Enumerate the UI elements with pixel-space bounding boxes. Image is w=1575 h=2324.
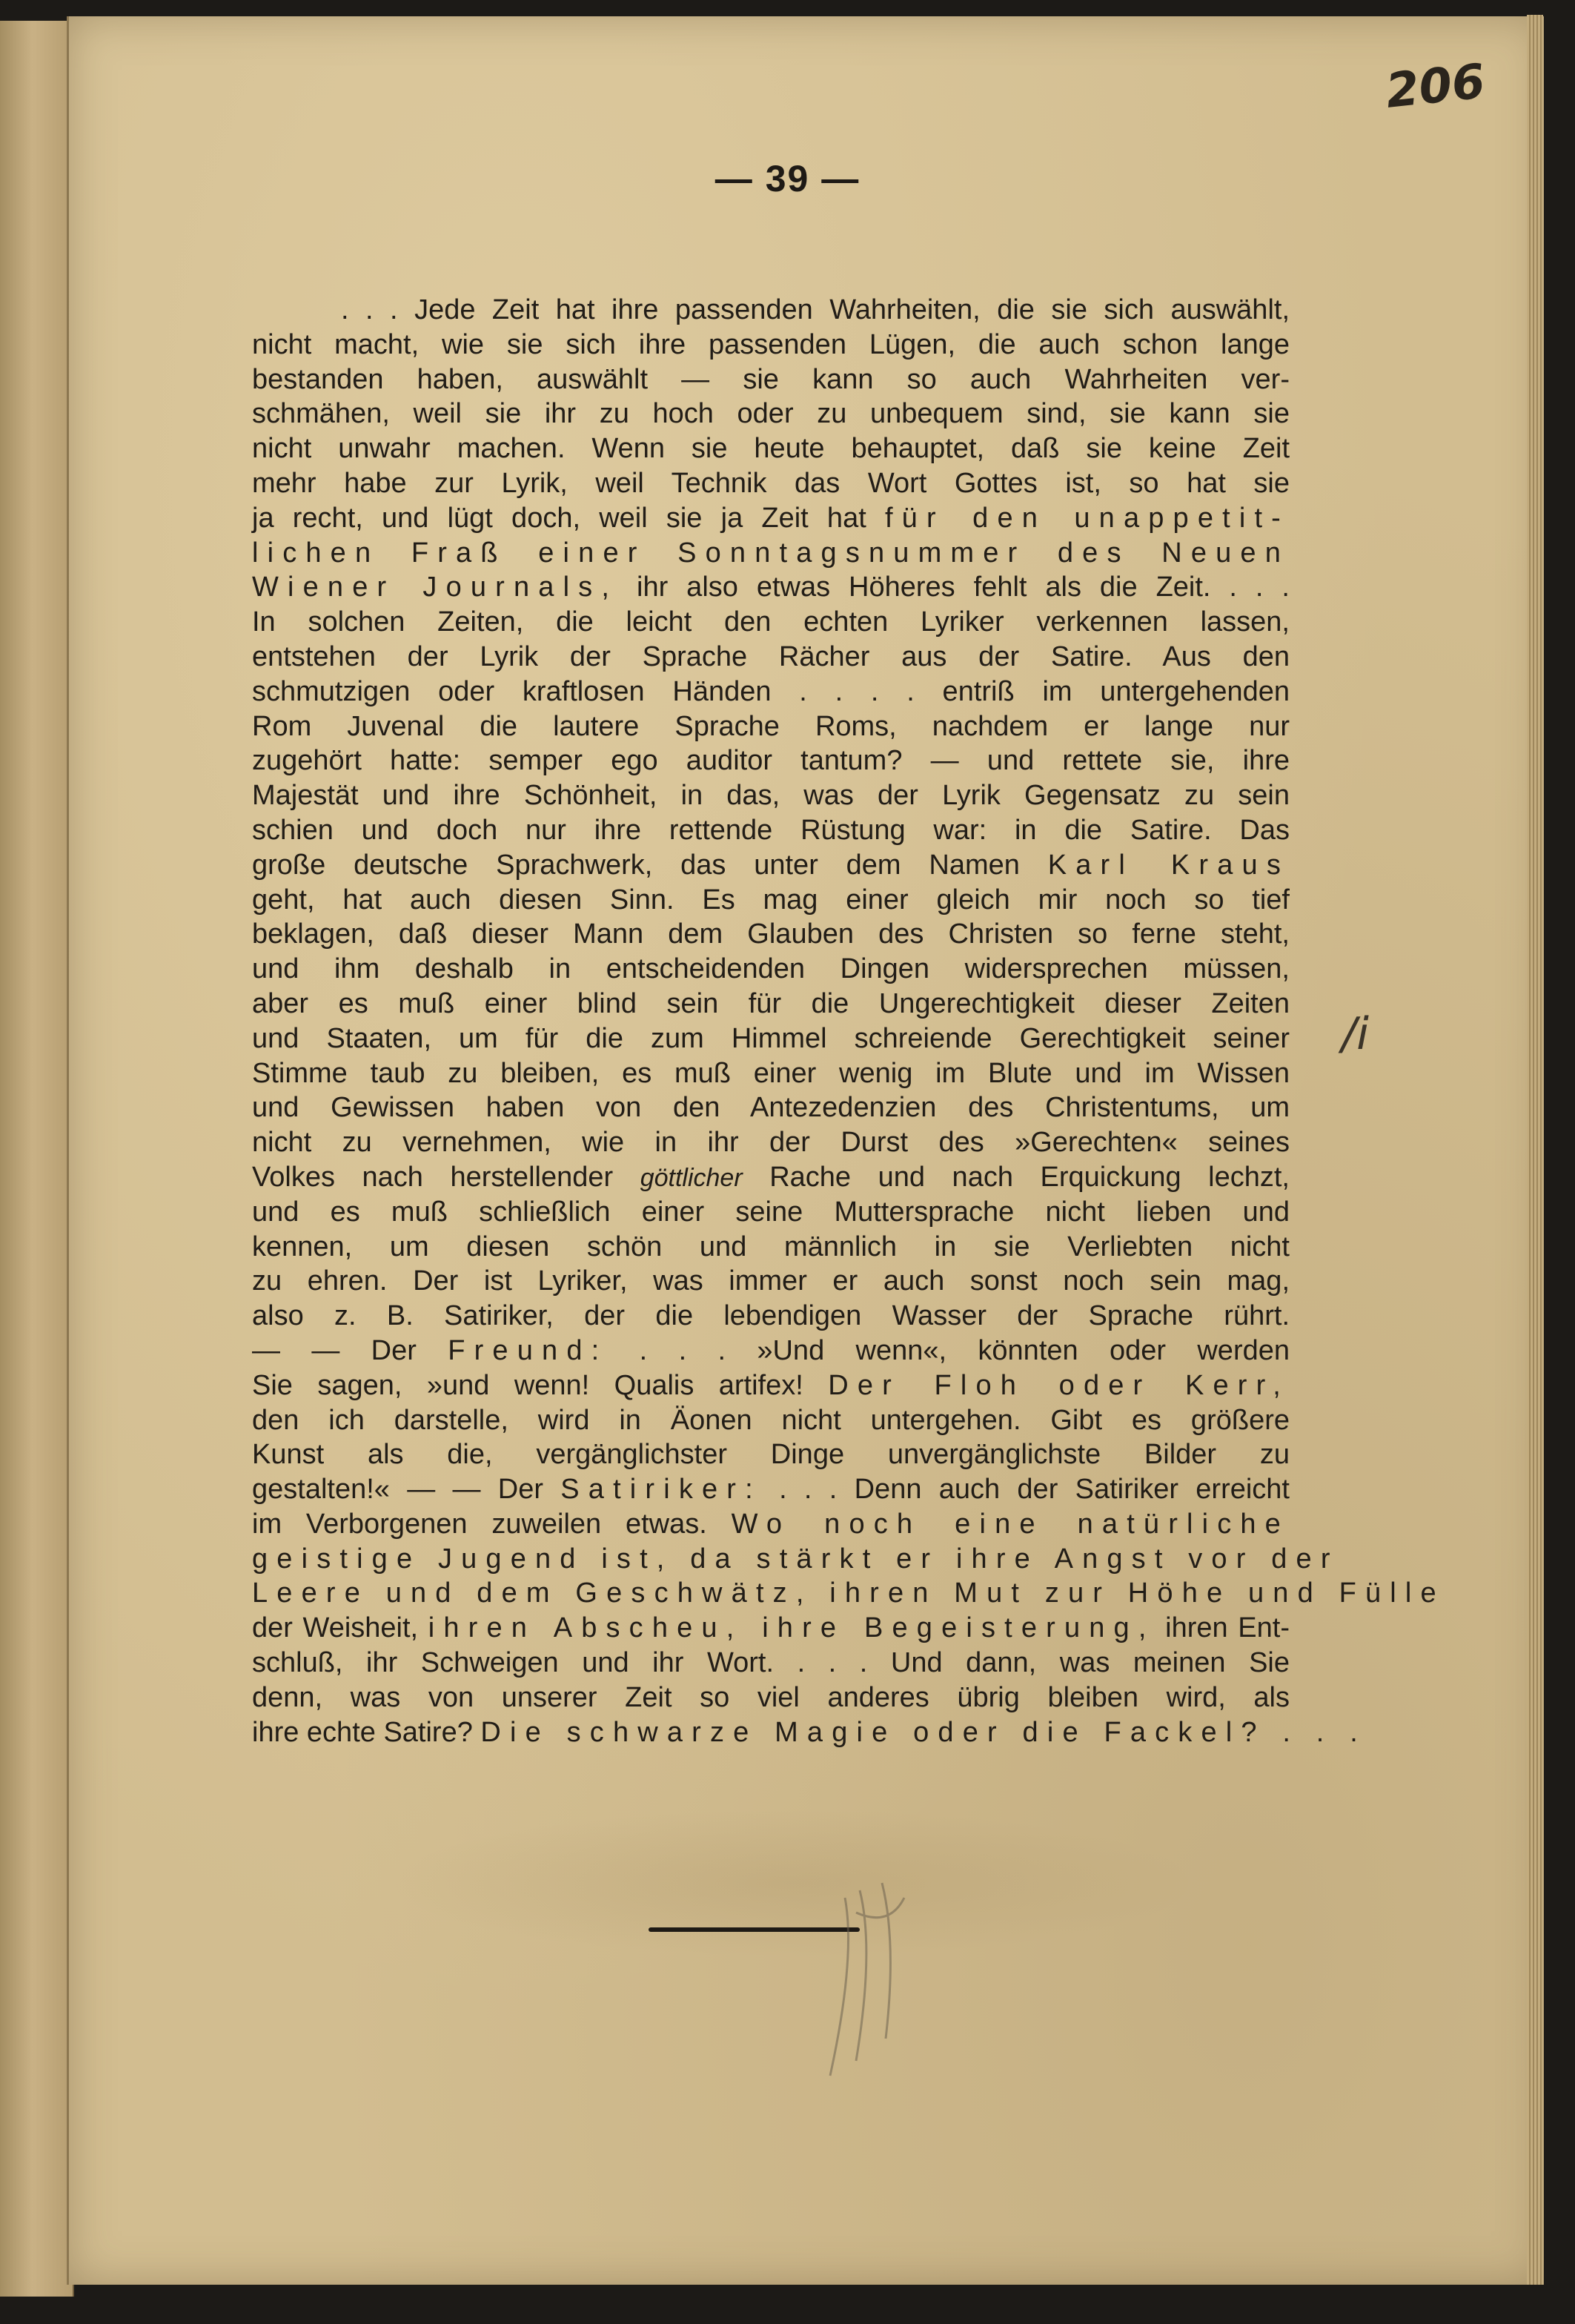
text-run: der Weisheit, bbox=[252, 1612, 428, 1644]
text-line: und ihm deshalb in entscheidenden Dingen widersprechen müssen, bbox=[252, 953, 1290, 985]
text-line bbox=[252, 1715, 1367, 1750]
text-run: — — Der bbox=[252, 1334, 448, 1366]
text-line: zu ehren. Der ist Lyriker, was immer er auch sonst noch sein mag, bbox=[252, 1265, 1290, 1297]
text-line: zugehört hatte: semper ego auditor tantum? — und rettete sie, ihre bbox=[252, 745, 1290, 777]
emphasis-spaced: Die schwarze Magie oder die Fackel? . . . bbox=[480, 1716, 1367, 1748]
emphasis-spaced: ihren Abscheu, ihre Begeisterung, bbox=[428, 1612, 1155, 1644]
text-line: mehr habe zur Lyrik, weil Technik das Wort Gottes ist, so hat sie bbox=[252, 467, 1290, 499]
text-line: Majestät und ihre Schönheit, in das, was der Lyrik Gegensatz zu sein bbox=[252, 780, 1290, 812]
text-line bbox=[252, 848, 1290, 883]
text-run: ihre echte Satire? bbox=[252, 1716, 481, 1748]
emphasis-spaced: für den unappetit- bbox=[884, 502, 1290, 534]
emphasis-spaced: Wo noch eine natürliche bbox=[731, 1508, 1290, 1540]
text-line: . . . Jede Zeit hat ihre passenden Wahrheiten, die sie sich auswählt, bbox=[341, 294, 1290, 325]
text-run: ihren Ent- bbox=[1155, 1612, 1290, 1644]
text-line: Rom Juvenal die lautere Sprache Roms, nachdem er lange nur bbox=[252, 710, 1290, 742]
text-line bbox=[252, 1507, 1290, 1542]
page-number: — 39 — bbox=[714, 158, 861, 199]
text-line-spaced: geistige Jugend ist, da stärkt er ihre Angst vor der bbox=[252, 1543, 1339, 1575]
text-line: aber es muß einer blind sein für die Ungerechtigkeit dieser Zeiten bbox=[252, 987, 1290, 1019]
text-run: große deutsche Sprachwerk, das unter dem Namen bbox=[252, 849, 1048, 881]
text-line: den ich darstelle, wird in Äonen nicht untergehen. Gibt es größere bbox=[252, 1404, 1290, 1436]
text-line: und es muß schließlich einer seine Muttersprache nicht lieben und bbox=[252, 1196, 1290, 1228]
text-run: im Verborgenen zuweilen etwas. bbox=[252, 1508, 732, 1540]
margin-pencil-note: /i bbox=[1342, 1008, 1369, 1060]
left-page-edge bbox=[0, 21, 74, 2297]
text-line: und Staaten, um für die zum Himmel schreiende Gerechtigkeit seiner bbox=[252, 1022, 1290, 1054]
text-line: nicht macht, wie sie sich ihre passenden Lügen, die auch schon lange bbox=[252, 328, 1290, 360]
paper-stain bbox=[385, 1809, 1201, 1957]
emphasis-spaced: Freund: bbox=[448, 1334, 609, 1366]
text-line: geht, hat auch diesen Sinn. Es mag einer gleich mir noch so tief bbox=[252, 884, 1290, 916]
emphasis-spaced: Wiener Journals, bbox=[252, 572, 619, 603]
text-run: Sie sagen, »und wenn! Qualis artifex! bbox=[252, 1369, 829, 1401]
text-line: schien und doch nur ihre rettende Rüstung war: in die Satire. Das bbox=[252, 814, 1290, 846]
emphasis-italic: göttlicher bbox=[640, 1163, 743, 1192]
text-line: Stimme taub zu bleiben, es muß einer wenig im Blute und im Wissen bbox=[252, 1057, 1290, 1089]
emphasis-spaced: Der Floh oder Kerr, bbox=[828, 1369, 1290, 1401]
emphasis-spaced: Satiriker: bbox=[560, 1474, 762, 1506]
pencil-scribble-icon bbox=[815, 1868, 934, 2090]
text-line bbox=[252, 501, 1290, 536]
emphasis-spaced: Karl Kraus bbox=[1047, 849, 1290, 881]
text-line-spaced: Leere und dem Geschwätz, ihren Mut zur Höhe und Fülle bbox=[252, 1578, 1445, 1609]
text-line: und Gewissen haben von den Antezedenzien des Christentums, um bbox=[252, 1092, 1290, 1124]
text-line: schluß, ihr Schweigen und ihr Wort. . . . Und dann, was meinen Sie bbox=[252, 1647, 1290, 1679]
text-line: kennen, um diesen schön und männlich in sie Verliebten nicht bbox=[252, 1231, 1290, 1262]
text-line bbox=[252, 1368, 1290, 1403]
text-line bbox=[252, 1611, 1290, 1646]
text-run: Volkes nach herstellender bbox=[252, 1161, 640, 1193]
body-text bbox=[252, 293, 1445, 1749]
text-run: . . . Denn auch der Satiriker erreicht bbox=[761, 1474, 1290, 1506]
text-line bbox=[252, 1334, 1290, 1368]
text-run: . . . »Und wenn«, könnten oder werden bbox=[608, 1334, 1290, 1366]
text-line: nicht unwahr machen. Wenn sie heute behauptet, daß sie keine Zeit bbox=[252, 433, 1290, 465]
text-line: denn, was von unserer Zeit so viel anderes übrig bleiben wird, als bbox=[252, 1681, 1290, 1713]
text-line: bestanden haben, auswählt — sie kann so auch Wahrheiten ver- bbox=[252, 363, 1290, 395]
text-run: gestalten!« — — Der bbox=[252, 1474, 561, 1506]
text-run: Rache und nach Erquickung lechzt, bbox=[742, 1161, 1290, 1193]
text-line-spaced: lichen Fraß einer Sonntagsnummer des Neuen bbox=[252, 537, 1290, 569]
text-line bbox=[252, 570, 1290, 605]
right-page-edge bbox=[1527, 15, 1543, 2285]
text-line bbox=[252, 1472, 1290, 1507]
text-run: ja recht, und lügt doch, weil sie ja Zeit hat bbox=[252, 502, 885, 534]
text-line: In solchen Zeiten, die leicht den echten Lyriker verkennen lassen, bbox=[252, 606, 1290, 638]
text-run: ihr also etwas Höheres fehlt als die Zeit. . . . bbox=[618, 572, 1290, 603]
text-line: Kunst als die, vergänglichster Dinge unvergänglichste Bilder zu bbox=[252, 1439, 1290, 1471]
handwritten-folio-number: 206 bbox=[1383, 54, 1488, 119]
text-line: nicht zu vernehmen, wie in ihr der Durst des »Gerechten« seines bbox=[252, 1127, 1290, 1159]
text-line: entstehen der Lyrik der Sprache Rächer aus der Satire. Aus den bbox=[252, 640, 1290, 672]
text-line: schmähen, weil sie ihr zu hoch oder zu unbequem sind, sie kann sie bbox=[252, 398, 1290, 430]
text-line: schmutzigen oder kraftlosen Händen . . . . entriß im untergehenden bbox=[252, 675, 1290, 707]
text-line: also z. B. Satiriker, der die lebendigen Wasser der Sprache rührt. bbox=[252, 1300, 1290, 1332]
text-line: beklagen, daß dieser Mann dem Glauben des Christen so ferne steht, bbox=[252, 918, 1290, 950]
text-line bbox=[252, 1160, 1290, 1195]
